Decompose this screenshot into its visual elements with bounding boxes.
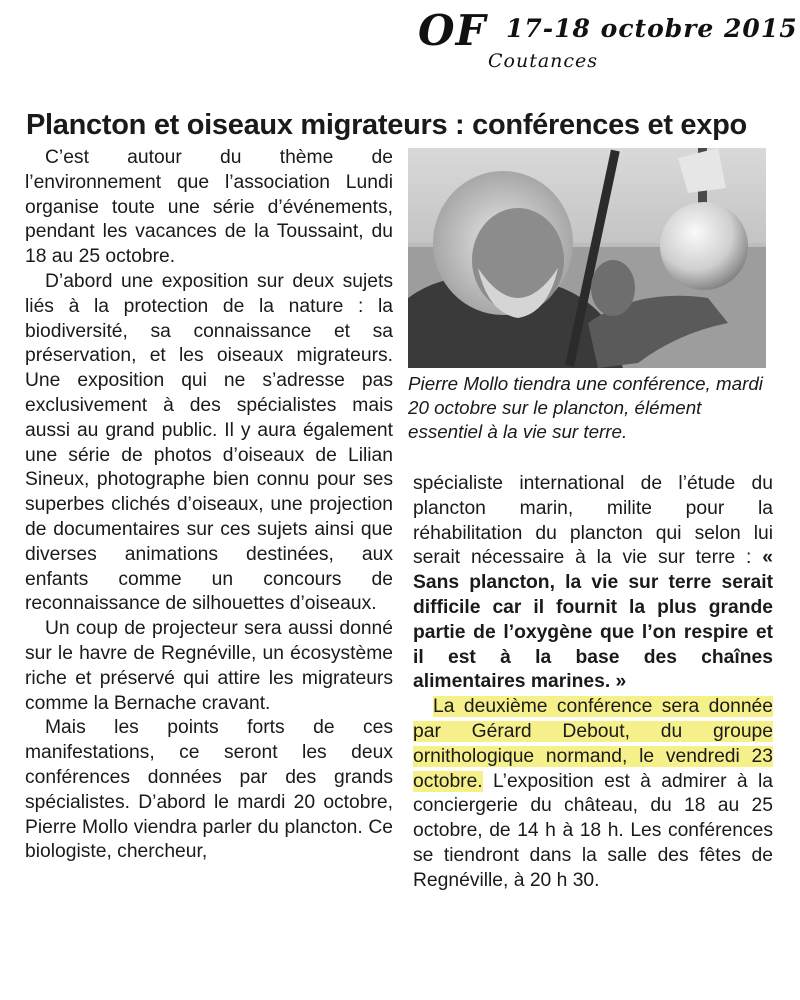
paragraph-intro: C’est autour du thème de l’environnement que l’association Lundi organise toute une série d’événements, pendant les vacances de la Toussaint, du 18 au 25 octobre. (25, 147, 393, 268)
handwritten-source: OF (418, 6, 487, 55)
article-headline: Plancton et oiseaux migrateurs : conférences et expo (26, 109, 747, 142)
handwritten-date: 17-18 octobre 2015 (506, 14, 798, 43)
paragraph-mollo (413, 472, 773, 695)
mollo-description: spécialiste international de l’étude du plancton marin, milite pour la réhabilitation du plancton qui selon lui serait nécessaire à la vie sur terre : (413, 473, 773, 569)
paragraph-regneville: Un coup de projecteur sera aussi donné sur le havre de Regnéville, un écosystème riche et préservé qui attire les migrateurs comme la Bernache cravant. (25, 618, 393, 714)
photo-caption: Pierre Mollo tiendra une conférence, mardi 20 octobre sur le plancton, élément essentiel à la vie sur terre. (408, 373, 763, 442)
handwritten-place: Coutances (488, 50, 599, 72)
paragraph-practical-info (413, 695, 773, 893)
photo-illustration (408, 148, 766, 368)
paragraph-conferences: Mais les points forts de ces manifestations, ce seront les deux conférences données par des grands spécialistes. D’abord le mardi 20 octobre, Pierre Mollo viendra parler du plancton. Ce biologiste, chercheur, (25, 717, 393, 863)
article-photo (408, 148, 766, 368)
highlighted-second-conference: La deuxième conférence sera donnée par Gérard Debout, du groupe ornithologique normand, le vendredi 23 octobre. (413, 696, 773, 792)
article-column-left (25, 146, 393, 865)
mollo-quote: « Sans plancton, la vie sur terre serait difficile car il fournit la plus grande partie de l’oxygène que l’on respire et il est à la base des chaînes alimentaires marines. » (413, 547, 773, 693)
practical-info-text: L’exposition est à admirer à la conciergerie du château, du 18 au 25 octobre, de 14 h à 18 h. Les conférences se tiendront dans la salle des fêtes de Regnéville, à 20 h 30. (413, 770, 773, 891)
paragraph-exposition: D’abord une exposition sur deux sujets liés à la protection de la nature : la biodiversité, sa connaissance et sa préservation, et les oiseaux migrateurs. Une exposition qui ne s’adresse pas exclusivement à des spécialistes mais aussi au grand public. Il y aura également une série de photos d’oiseaux de Lilian Sineux, photographe bien connu pour ses superbes clichés d’oiseaux, une projection de documentaires sur ces sujets ainsi que diverses animations destinées, aux enfants comme un concours de reconnaissance de silhouettes d’oiseaux. (25, 270, 393, 615)
article-column-right (413, 472, 773, 894)
